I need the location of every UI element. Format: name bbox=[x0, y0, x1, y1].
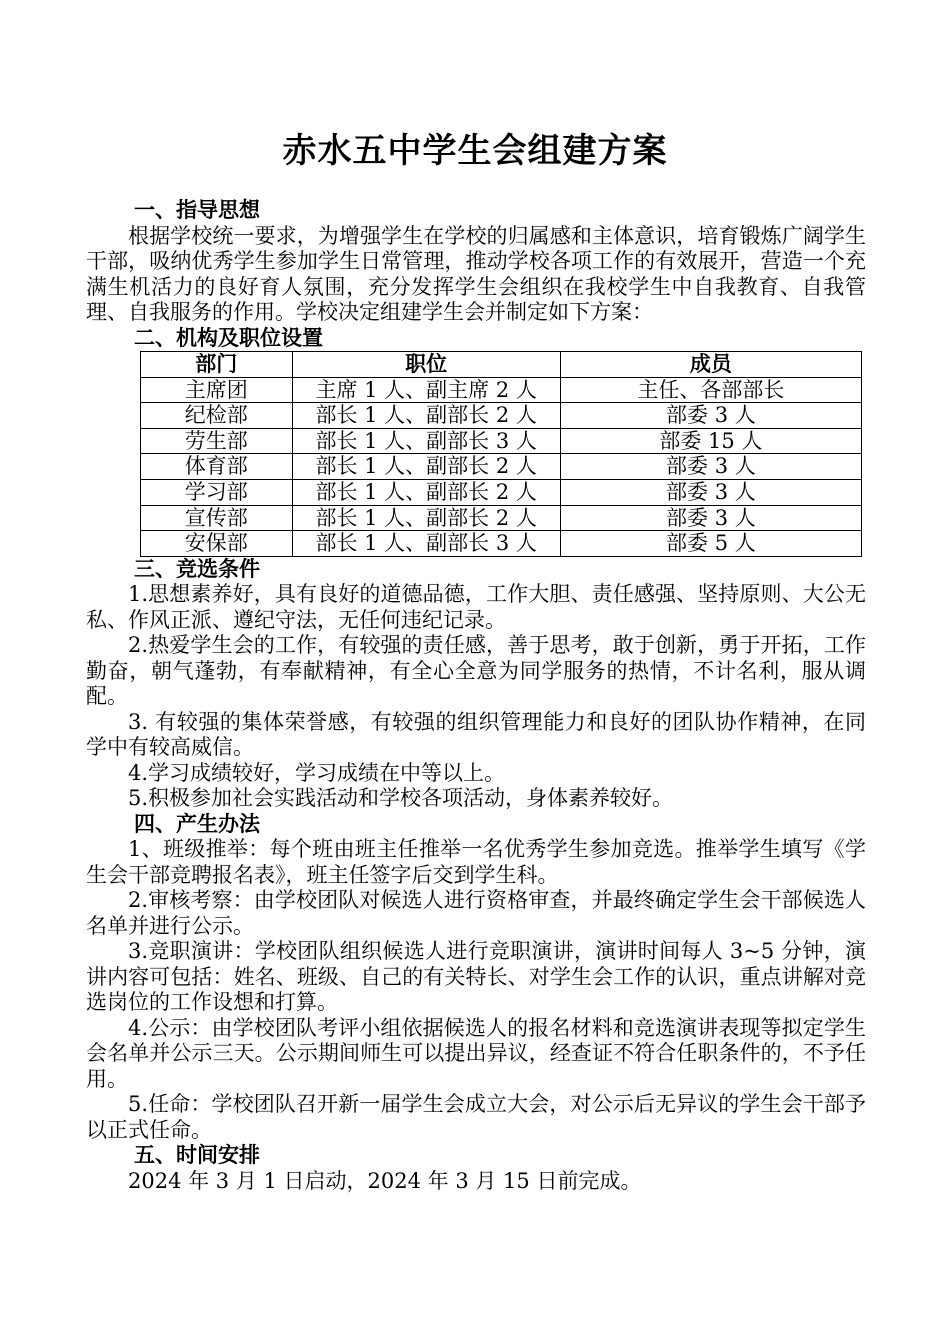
cell-department: 主席团 bbox=[141, 377, 293, 403]
cell-position: 部长 1 人、副部长 2 人 bbox=[292, 505, 560, 531]
cell-members: 部委 3 人 bbox=[560, 505, 861, 531]
table-row bbox=[141, 531, 862, 557]
cell-members: 部委 15 人 bbox=[560, 428, 861, 454]
cell-position: 主席 1 人、副主席 2 人 bbox=[292, 377, 560, 403]
table-row bbox=[141, 377, 862, 403]
cell-position: 部长 1 人、副部长 3 人 bbox=[292, 428, 560, 454]
table-row bbox=[141, 505, 862, 531]
cell-members: 部委 3 人 bbox=[560, 479, 861, 505]
table-row bbox=[141, 479, 862, 505]
cell-position: 部长 1 人、副部长 2 人 bbox=[292, 479, 560, 505]
section-heading-selection-method: 四、产生办法 bbox=[134, 811, 260, 836]
header-department: 部门 bbox=[141, 352, 293, 378]
organization-table bbox=[140, 351, 862, 557]
condition-item: 1.思想素养好，具有良好的道德品德，工作大胆、责任感强、坚持原则、大公无私、作风正派、遵纪守法，无任何违纪记录。 bbox=[86, 582, 866, 632]
section-heading-organization: 二、机构及职位设置 bbox=[134, 325, 323, 350]
section-heading-guiding-thought: 一、指导思想 bbox=[134, 198, 260, 222]
section-heading-election-conditions: 三、竞选条件 bbox=[134, 556, 260, 581]
condition-item: 2.热爱学生会的工作，有较强的责任感，善于思考，敢于创新，勇于开拓，工作勤奋，朝气蓬勃，有奉献精神，有全心全意为同学服务的热情，不计名利，服从调配。 bbox=[86, 633, 866, 709]
method-item: 4.公示：由学校团队考评小组依据候选人的报名材料和竞选演讲表现等拟定学生会名单并公示三天。公示期间师生可以提出异议，经查证不符合任职条件的，不予任用。 bbox=[86, 1015, 866, 1091]
schedule-paragraph: 2024 年 3 月 1 日启动，2024 年 3 月 15 日前完成。 bbox=[128, 1168, 642, 1193]
condition-item: 5.积极参加社会实践活动和学校各项活动，身体素养较好。 bbox=[128, 786, 674, 811]
method-item: 3.竞职演讲：学校团队组织候选人进行竞职演讲，演讲时间每人 3~5 分钟，演讲内容可包括：姓名、班级、自己的有关特长、对学生会工作的认识，重点讲解对竞选岗位的工作设想和打算。 bbox=[86, 939, 866, 1015]
guiding-thought-paragraph: 根据学校统一要求，为增强学生在学校的归属感和主体意识，培育锻炼广阔学生干部，吸纳优秀学生参加学生日常管理，推动学校各项工作的有效展开，营造一个充满生机活力的良好育人氛围，充分发挥学生会组织在我校学生中自我教育、自我管理、自我服务的作用。学校决定组建学生会并制定如下方案： bbox=[86, 223, 866, 324]
cell-position: 部长 1 人、副部长 2 人 bbox=[292, 403, 560, 429]
cell-department: 学习部 bbox=[141, 479, 293, 505]
condition-item: 3. 有较强的集体荣誉感，有较强的组织管理能力和良好的团队协作精神，在同学中有较高威信。 bbox=[86, 709, 866, 760]
cell-department: 体育部 bbox=[141, 454, 293, 480]
cell-department: 劳生部 bbox=[141, 428, 293, 454]
method-item: 2.审核考察：由学校团队对候选人进行资格审查，并最终确定学生会干部候选人名单并进行公示。 bbox=[86, 888, 866, 938]
condition-item: 4.学习成绩较好，学习成绩在中等以上。 bbox=[128, 760, 506, 785]
document-body bbox=[86, 198, 866, 1194]
cell-position: 部长 1 人、副部长 2 人 bbox=[292, 454, 560, 480]
cell-department: 安保部 bbox=[141, 531, 293, 557]
table-row bbox=[141, 454, 862, 480]
cell-department: 宣传部 bbox=[141, 505, 293, 531]
method-item: 5.任命：学校团队召开新一届学生会成立大会，对公示后无异议的学生会干部予以正式任命。 bbox=[86, 1092, 866, 1142]
header-position: 职位 bbox=[292, 352, 560, 378]
cell-department: 纪检部 bbox=[141, 403, 293, 429]
cell-members: 主任、各部部长 bbox=[560, 377, 861, 403]
table-header-row bbox=[141, 352, 862, 378]
table-row bbox=[141, 403, 862, 429]
cell-position: 部长 1 人、副部长 3 人 bbox=[292, 531, 560, 557]
table-row bbox=[141, 428, 862, 454]
cell-members: 部委 5 人 bbox=[560, 531, 861, 557]
header-members: 成员 bbox=[560, 352, 861, 378]
document-title: 赤水五中学生会组建方案 bbox=[282, 131, 668, 171]
cell-members: 部委 3 人 bbox=[560, 403, 861, 429]
section-heading-schedule: 五、时间安排 bbox=[134, 1143, 260, 1168]
method-item: 1、班级推举：每个班由班主任推举一名优秀学生参加竞选。推举学生填写《学生会干部竞聘报名表》，班主任签字后交到学生科。 bbox=[86, 837, 866, 887]
cell-members: 部委 3 人 bbox=[560, 454, 861, 480]
